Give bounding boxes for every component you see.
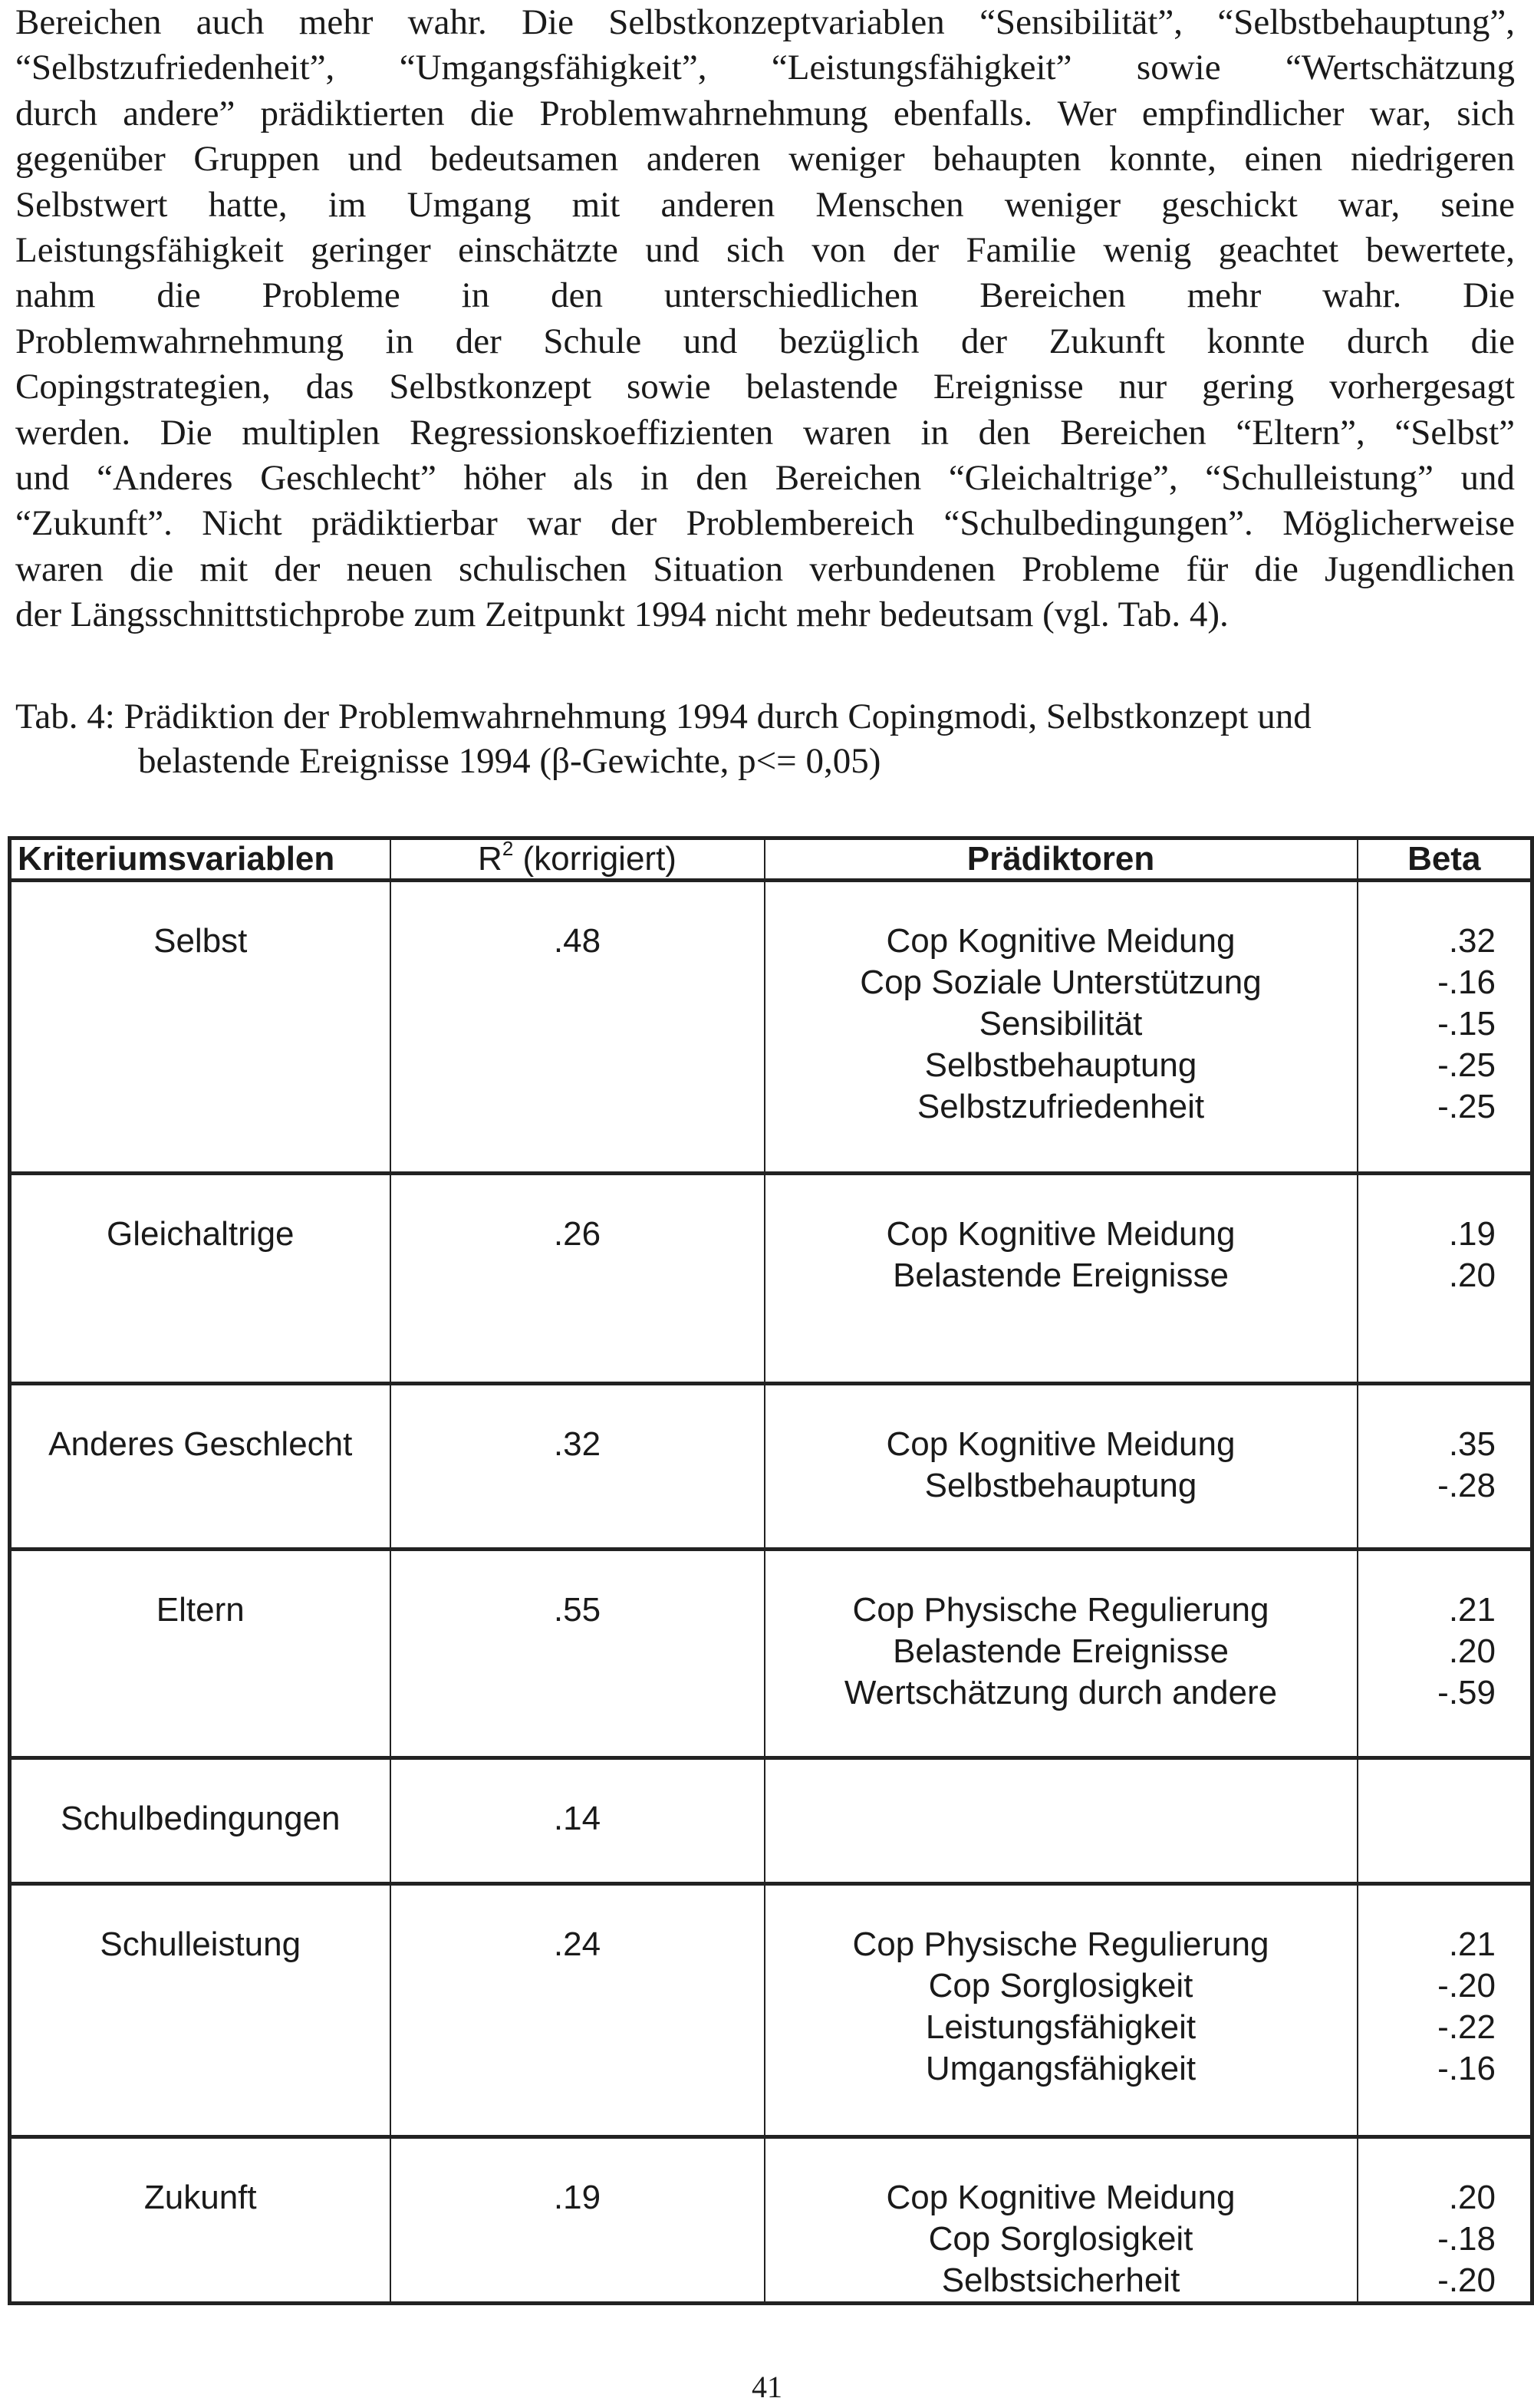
predictor: Selbstbehauptung — [924, 1467, 1197, 1504]
kriterium-cell: Eltern — [10, 1550, 390, 1758]
beta-value: -.25 — [1437, 1088, 1496, 1125]
predictor: Cop Kognitive Meidung — [886, 1215, 1236, 1253]
table-row — [10, 2137, 1532, 2304]
kriterium-cell: Zukunft — [10, 2137, 390, 2304]
predictor: Umgangsfähigkeit — [925, 2050, 1197, 2087]
beta-cell — [1358, 1174, 1532, 1384]
beta-value: -.28 — [1437, 1467, 1496, 1504]
beta-cell — [1358, 1550, 1532, 1758]
beta-value: .19 — [1448, 1215, 1496, 1253]
r2-cell: .55 — [390, 1550, 765, 1758]
predictor: Sensibilität — [979, 1005, 1143, 1043]
predictors-cell — [765, 881, 1358, 1174]
paragraph-line: Leistungsfähigkeit geringer einschätzte und sich von der Familie wenig geachtet bewertete, — [15, 230, 1515, 271]
beta-value: .32 — [1448, 922, 1496, 960]
predictors-cell — [765, 1758, 1358, 1884]
beta-cell — [1358, 2137, 1532, 2304]
predictors-cell — [765, 2137, 1358, 2304]
r2-cell: .14 — [390, 1758, 765, 1884]
header-praediktoren: Prädiktoren — [765, 838, 1358, 881]
beta-value: .21 — [1448, 1591, 1496, 1629]
predictor: Selbstsicherheit — [941, 2261, 1180, 2299]
header-kriteriumsvariablen: Kriteriumsvariablen — [10, 838, 390, 881]
r2-superscript: 2 — [502, 837, 514, 860]
predictor: Cop Kognitive Meidung — [886, 922, 1236, 960]
caption-line-1: Tab. 4: Prädiktion der Problemwahrnehmung 1994 durch Copingmodi, Selbstkonzept und — [15, 697, 1312, 736]
regression-table — [8, 836, 1534, 2305]
beta-value: -.16 — [1437, 964, 1496, 1001]
beta-cell — [1358, 1884, 1532, 2137]
beta-value: .20 — [1448, 2179, 1496, 2216]
paragraph-line: und “Anderes Geschlecht” höher als in den Bereichen “Gleichaltrige”, “Schulleistung” und — [15, 458, 1515, 499]
predictor: Belastende Ereignisse — [893, 1632, 1229, 1670]
beta-value: -.20 — [1437, 2261, 1496, 2299]
paragraph-line: durch andere” prädiktierten die Problemwahrnehmung ebenfalls. Wer empfindlicher war, sich — [15, 93, 1515, 133]
table-row — [10, 1758, 1532, 1884]
predictor: Cop Physische Regulierung — [852, 1925, 1269, 1963]
kriterium-cell: Gleichaltrige — [10, 1174, 390, 1384]
paragraph-line: werden. Die multiplen Regressionskoeffizienten waren in den Bereichen “Eltern”, “Selbst” — [15, 412, 1515, 453]
paragraph-line: waren die mit der neuen schulischen Situation verbundenen Probleme für die Jugendlichen — [15, 548, 1515, 589]
table-row — [10, 881, 1532, 1174]
paragraph-line: “Selbstzufriedenheit”, “Umgangsfähigkeit”, “Leistungsfähigkeit” sowie “Wertschätzung — [15, 48, 1515, 88]
table-row — [10, 1384, 1532, 1550]
predictor: Cop Sorglosigkeit — [928, 2220, 1193, 2258]
beta-value: -.16 — [1437, 2050, 1496, 2087]
paragraph-line: “Zukunft”. Nicht prädiktierbar war der Problembereich “Schulbedingungen”. Möglicherweise — [15, 503, 1515, 544]
table-row — [10, 1550, 1532, 1758]
page-number: 41 — [752, 2370, 782, 2404]
header-beta: Beta — [1358, 838, 1532, 881]
predictors-cell — [765, 1174, 1358, 1384]
beta-value: -.59 — [1437, 1674, 1496, 1711]
r2-cell: .26 — [390, 1174, 765, 1384]
paragraph-line: Bereichen auch mehr wahr. Die Selbstkonzeptvariablen “Sensibilität”, “Selbstbehauptung”, — [15, 2, 1515, 42]
predictor: Wertschätzung durch andere — [844, 1674, 1278, 1711]
predictors-cell — [765, 1384, 1358, 1550]
beta-value: -.15 — [1437, 1005, 1496, 1043]
caption-line-2: belastende Ereignisse 1994 (β-Gewichte, p<= 0,05) — [138, 741, 881, 781]
predictors-cell — [765, 1550, 1358, 1758]
predictor: Selbstbehauptung — [924, 1046, 1197, 1084]
beta-value: .20 — [1448, 1632, 1496, 1670]
table-caption — [15, 694, 1519, 783]
table-row — [10, 1884, 1532, 2137]
beta-value: .20 — [1448, 1257, 1496, 1294]
beta-cell — [1358, 1758, 1532, 1884]
predictors-cell — [765, 1884, 1358, 2137]
r2-cell: .24 — [390, 1884, 765, 2137]
beta-cell — [1358, 1384, 1532, 1550]
paragraph-line: Copingstrategien, das Selbstkonzept sowie belastende Ereignisse nur gering vorhergesagt — [15, 367, 1515, 407]
table-header-row — [10, 838, 1532, 881]
kriterium-cell: Schulleistung — [10, 1884, 390, 2137]
paragraph-line: Selbstwert hatte, im Umgang mit anderen Menschen weniger geschickt war, seine — [15, 184, 1515, 225]
predictor: Cop Kognitive Meidung — [886, 1425, 1236, 1463]
predictor: Cop Soziale Unterstützung — [860, 964, 1262, 1001]
paragraph-line: der Längsschnittstichprobe zum Zeitpunkt 1994 nicht mehr bedeutsam (vgl. Tab. 4). — [15, 595, 1229, 635]
kriterium-cell: Selbst — [10, 881, 390, 1174]
r2-cell: .48 — [390, 881, 765, 1174]
paragraph-line: gegenüber Gruppen und bedeutsamen anderen weniger behaupten konnte, einen niedrigeren — [15, 139, 1515, 180]
beta-value: -.25 — [1437, 1046, 1496, 1084]
r2-korrigiert-label: (korrigiert) — [513, 840, 676, 878]
r2-cell: .32 — [390, 1384, 765, 1550]
predictor: Cop Kognitive Meidung — [886, 2179, 1236, 2216]
predictor: Belastende Ereignisse — [893, 1257, 1229, 1294]
kriterium-cell: Schulbedingungen — [10, 1758, 390, 1884]
beta-cell — [1358, 881, 1532, 1174]
kriterium-cell: Anderes Geschlecht — [10, 1384, 390, 1550]
predictor: Leistungsfähigkeit — [925, 2008, 1197, 2046]
beta-value: -.22 — [1437, 2008, 1496, 2046]
predictor: Cop Sorglosigkeit — [928, 1967, 1193, 2004]
r2-label: R — [478, 840, 502, 878]
beta-value: .35 — [1448, 1425, 1496, 1463]
r2-cell: .19 — [390, 2137, 765, 2304]
beta-value: -.20 — [1437, 1967, 1496, 2004]
paragraph-line: nahm die Probleme in den unterschiedlichen Bereichen mehr wahr. Die — [15, 275, 1515, 316]
predictor: Selbstzufriedenheit — [917, 1088, 1205, 1125]
header-r2 — [390, 838, 765, 881]
table-row — [10, 1174, 1532, 1384]
predictor: Cop Physische Regulierung — [852, 1591, 1269, 1629]
beta-value: -.18 — [1437, 2220, 1496, 2258]
beta-value: .21 — [1448, 1925, 1496, 1963]
body-paragraph — [15, 0, 1515, 638]
paragraph-line: Problemwahrnehmung in der Schule und bezüglich der Zukunft konnte durch die — [15, 321, 1515, 361]
